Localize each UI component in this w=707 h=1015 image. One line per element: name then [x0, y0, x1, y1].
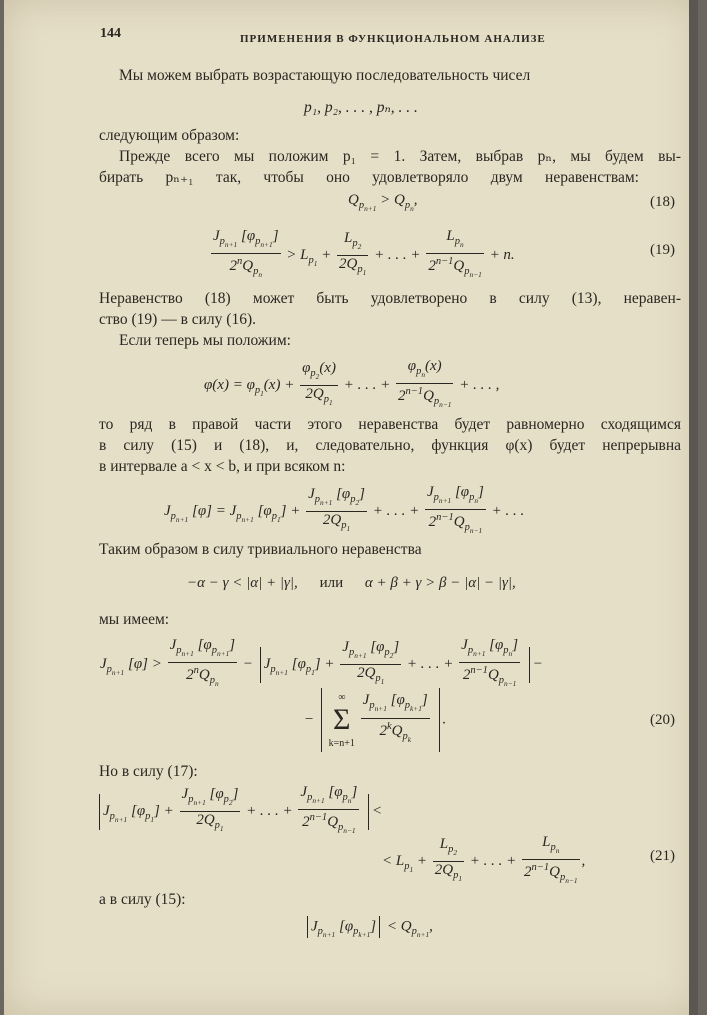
paragraph-line: мы имеем: [99, 611, 170, 628]
equation-21-line2: < $L_{p_1}$ + $\frac{L_{p_2}}{2Q_{p_1}}$ + . . . + $\frac{L_{p_n}}{2^{n-1}Q_{p_{n-1}}}$ , [382, 834, 586, 886]
equation-number-21: (21) [650, 848, 675, 864]
paragraph-line: бирать pₙ₊₁ так, чтобы оно удовлетворяло двум неравенствам: [99, 169, 639, 186]
equation-20-line2: − ∞ Σ k=n+1 $\frac{J_{p_{n+1}} [\varphi_{p_{k+1}}]}{2^kQ_{p_k}}$ . [304, 688, 446, 752]
paragraph-line: Неравенство (18) может быть удовлетворено в силу (13), неравен- [99, 290, 681, 307]
page-edge-shadow [689, 0, 698, 1015]
paragraph-line: а в силу (15): [99, 891, 186, 908]
paragraph-line: ство (19) — в силу (16). [99, 311, 256, 328]
running-header: ПРИМЕНЕНИЯ В ФУНКЦИОНАЛЬНОМ АНАЛИЗЕ [240, 33, 546, 45]
phi-series-equation: $\varphi(x) = \varphi_{p_1}(x)$ + $\frac{\varphi_{p_2}(x)}{2Q_{p_1}}$ + . . . + $\frac{\varphi_{p_n}(x)}{2^{n-1}Q_{p_{n-1}}}$ + . . . , [204, 358, 500, 410]
paragraph-line: то ряд в правой части этого неравенства будет равномерно сходящимся [99, 416, 681, 433]
or-word: или [319, 575, 344, 591]
paragraph-line: следующим образом: [99, 127, 240, 144]
paragraph-line: в силу (15) и (18), и, следовательно, функция φ(x) будет непрерывна [99, 437, 681, 454]
paragraph-line: Таким образом в силу тривиального неравенства [99, 541, 422, 558]
paragraph-line: Если теперь мы положим: [119, 332, 291, 349]
equation-number-19: (19) [650, 242, 675, 258]
paragraph-line: Прежде всего мы положим p₁ = 1. Затем, выбрав pₙ, мы будем вы- [119, 148, 681, 165]
final-inequality: $J_{p_{n+1}}$ $[\varphi_{p_{k+1}}] < Q_{p_{n+1}}$, [304, 916, 433, 940]
equation-20-line1: $J_{p_{n+1}}$ [φ] > $\frac{J_{p_{n+1}} [\varphi_{p_{n+1}}]}{2^nQ_{p_n}}$ − $J_{p_{n+1}}$ $[\varphi_{p_1}]$ + $\frac{J_{p_{n+1}} [\varphi_{p_2}]}{2Q_{p_1}}$ + . . . + $\frac{J_{p_{n+1}} [\varphi_{p_n}]}{2^{n-1}Q_{p_{n-1}}}$ − [100, 637, 543, 689]
paragraph-line: Но в силу (17): [99, 763, 198, 780]
page-number: 144 [100, 26, 121, 41]
paragraph-line: Мы можем выбрать возрастающую последовательность чисел [119, 67, 531, 84]
functional-series-equation: $J_{p_{n+1}}$ $[\varphi] = J_{p_{n+1}}$ $[\varphi_{p_1}]$ + $\frac{J_{p_{n+1}} [\varphi_{p_2}]}{2Q_{p_1}}$ + . . . + $\frac{J_{p_{n+1}} [\varphi_{p_n}]}{2^{n-1}Q_{p_{n-1}}}$ + . . . [164, 484, 525, 536]
sequence-formula: p₁, p₂, . . . , pₙ, . . . [304, 99, 418, 116]
equation-number-20: (20) [650, 712, 675, 728]
equation-21-line1: $J_{p_{n+1}}$ $[\varphi_{p_1}]$ + $\frac{J_{p_{n+1}} [\varphi_{p_2}]}{2Q_{p_1}}$ + . . . + $\frac{J_{p_{n+1}} [\varphi_{p_n}]}{2^{n-1}Q_{p_{n-1}}}$ < [96, 784, 382, 839]
equation-18: $Q_{p_{n+1}} > Q_{p_n}$, [348, 192, 418, 214]
paragraph-line: в интервале a < x < b, и при всяком n: [99, 458, 346, 475]
book-page [4, 0, 698, 1015]
trivial-inequality: −α − γ < |α| + |γ|, или α + β + γ > β − |α| − |γ|, [187, 575, 516, 591]
equation-number-18: (18) [650, 194, 675, 210]
equation-19: $\frac{J_{p_{n+1}} [\varphi_{p_{n+1}}]}{2^nQ_{p_n}}$ > $L_{p_1}$ + $\frac{L_{p_2}}{2Q_{p_1}}$ + . . . + $\frac{L_{p_n}}{2^{n-1}Q_{p_{n-1}}}$ + n. [213, 228, 515, 280]
